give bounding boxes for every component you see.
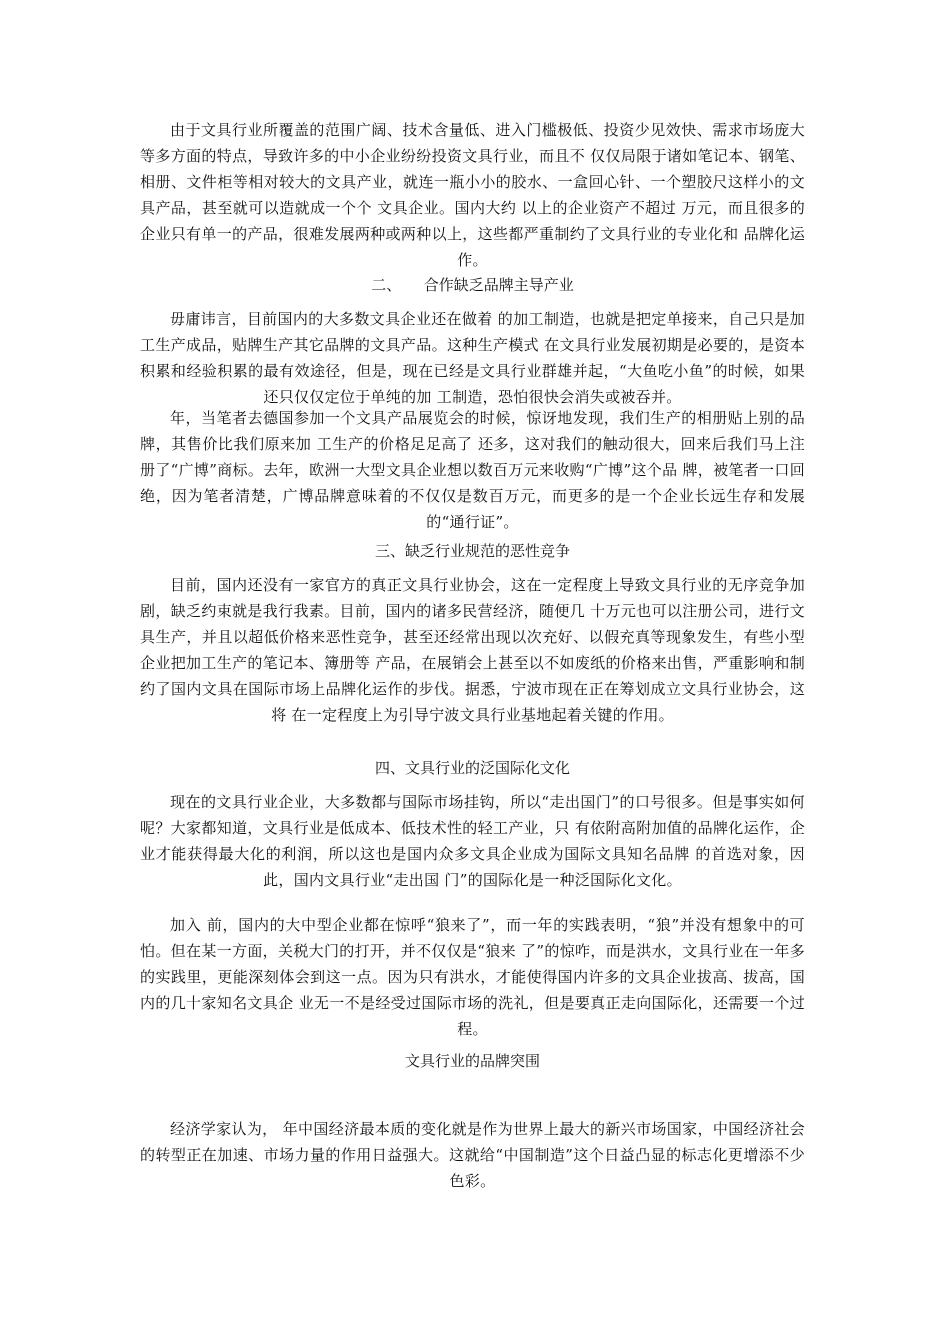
paragraph-4-text: 目前，国内还没有一家官方的真正文具行业协会，这在一定程度上导致文具行业的无序竞争加剧，缺乏约束就是我行我素。目前，国内的诸多民营经济，随便几 十万元也可以注册公司，进行文具生产，并且以超低价格来恶性竞争，甚至还经常出现以次充好、以假充真等现象发生，有些小型企业把加工生产的笔记本、簿册等 产品，在展销会上甚至以不如废纸的价格来出售，严重影响和制约了国内文具在国际市场上品牌化运作的步伐。据悉，宁波市现在正在筹划成立文具行业协会，这将 在一定程度上为引导宁波文具行业基地起着关键的作用。 <box>140 576 805 724</box>
paragraph-3 <box>140 405 805 535</box>
paragraph-6-text: 加入 前，国内的大中型企业都在惊呼“狼来了”，而一年的实践表明，“狼”并没有想象中的可怕。但在某一方面，关税大门的打开，并不仅仅是“狼来 了”的惊咋，而是洪水，文具行业在一年多的实践里，更能深刻体会到这一点。因为只有洪水，才能使得国内许多的文具企业拔高、拔高，国内的几十家知名文具企 业无一不是经受过国际市场的洗礼，但是要真正走向国际化，还需要一个过程。 <box>140 916 805 1038</box>
paragraph-6 <box>140 912 805 1042</box>
paragraph-7 <box>140 1116 805 1194</box>
paragraph-5-text: 现在的文具行业企业，大多数都与国际市场挂钩，所以“走出国门”的口号很多。但是事实如何呢？大家都知道，文具行业是低成本、低技术性的轻工产业，只 有依附高附加值的品牌化运作，企业才能获得最大化的利润，所以这也是国内众多文具企业成为国际文具知名品牌 的首选对象，因此，国内文具行业“走出国 门”的国际化是一种泛国际化文化。 <box>140 793 805 889</box>
paragraph-2 <box>140 306 805 410</box>
paragraph-7-text: 经济学家认为， 年中国经济最本质的变化就是作为世界上最大的新兴市场国家，中国经济社会的转型正在加速、市场力量的作用日益强大。这就给“中国制造”这个日益凸显的标志化更增添不少色彩。 <box>140 1120 805 1190</box>
paragraph-1 <box>140 117 805 273</box>
paragraph-3-text: 年，当笔者去德国参加一个文具产品展览会的时候，惊讶地发现，我们生产的相册贴上别的品牌，其售价比我们原来加 工生产的价格足足高了 还多，这对我们的触动很大，回来后我们马上注册了“广博”商标。去年，欧洲一大型文具企业想以数百万元来收购“广博”这个品 牌，被笔者一口回绝，因为笔者清楚，广博品牌意味着的不仅仅是数百万元，而更多的是一个企业长远生存和发展的“通行证”。 <box>140 409 805 531</box>
heading-brand-breakthrough: 文具行业的品牌突围 <box>404 1052 540 1070</box>
heading-section-2: 二、 合作缺乏品牌主导产业 <box>371 276 574 294</box>
paragraph-2-text: 毋庸讳言，目前国内的大多数文具企业还在做着 的加工制造，也就是把定单接来，自己只是加工生产成品，贴牌生产其它品牌的文具产品。这种生产模式 在文具行业发展初期是必要的，是资本积累和经验积累的最有效途径，但是，现在已经是文具行业群雄并起，“大鱼吃小鱼”的时候，如果还只仅仅定位于单纯的加 工制造，恐怕很快会消失或被吞并。 <box>140 310 805 406</box>
paragraph-1-text: 由于文具行业所覆盖的范围广阔、技术含量低、进入门槛极低、投资少见效快、需求市场庞大等多方面的特点，导致许多的中小企业纷纷投资文具行业，而且不 仅仅局限于诸如笔记本、钢笔、相册、文件柜等相对较大的文具产业，就连一瓶小小的胶水、一盒回心针、一个塑胶尺这样小的文具产品，甚至就可以造就成一个个 文具企业。国内大约 以上的企业资产不超过 万元，而且很多的企业只有单一的产品，很难发展两种或两种以上，这些都严重制约了文具行业的专业化和 品牌化运作。 <box>140 121 805 269</box>
paragraph-5 <box>140 789 805 893</box>
heading-section-4: 四、文具行业的泛国际化文化 <box>374 759 570 777</box>
heading-section-3: 三、缺乏行业规范的恶性竞争 <box>374 542 570 560</box>
paragraph-4 <box>140 572 805 728</box>
